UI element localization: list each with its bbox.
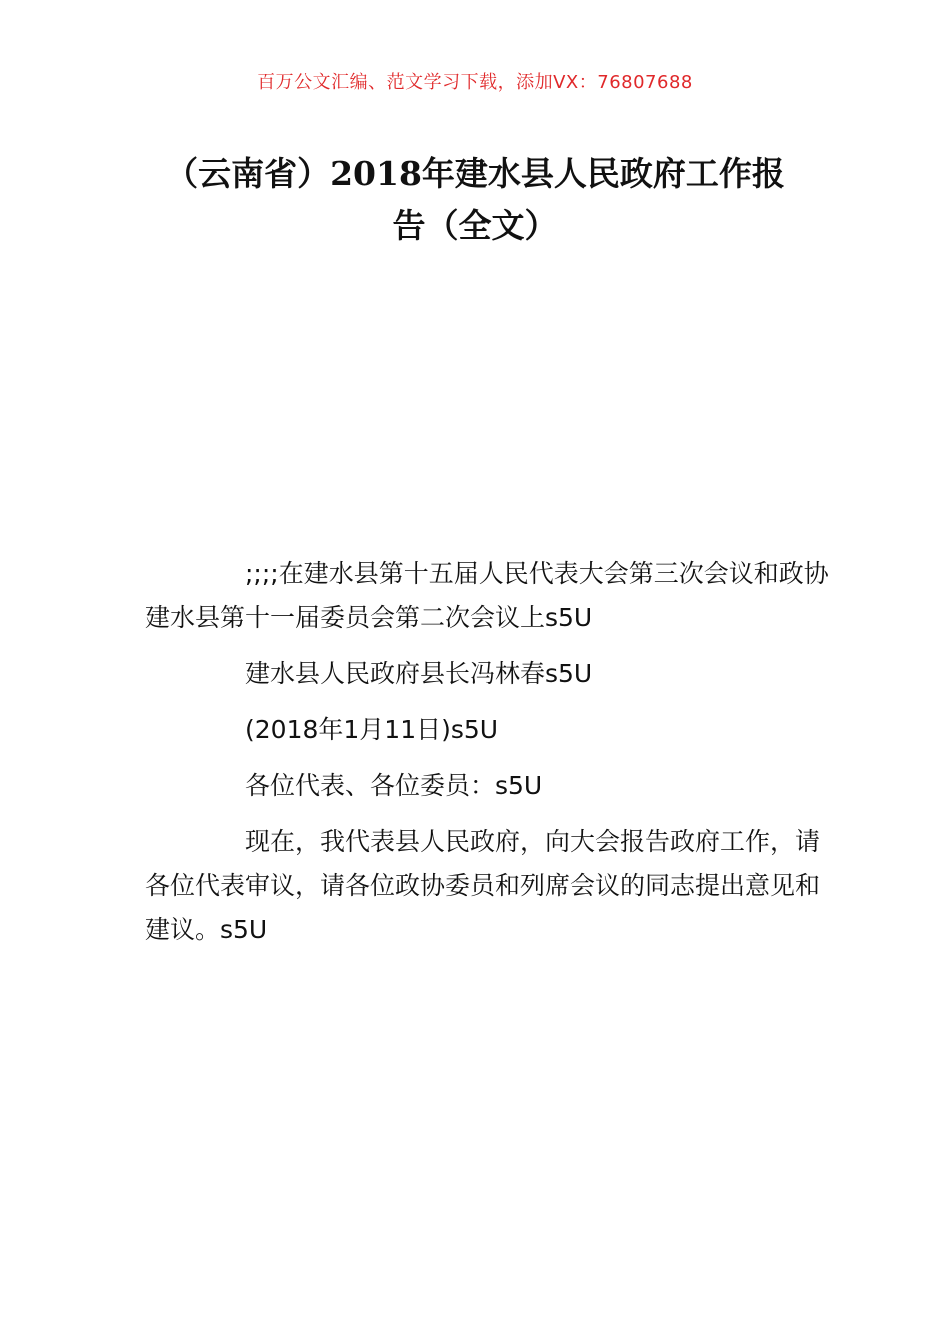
paragraph-opening: 现在，我代表县人民政府，向大会报告政府工作，请各位代表审议，请各位政协委员和列席会议的同志提出意见和建议。s5U <box>145 827 821 944</box>
paragraph-salutation: 各位代表、各位委员：s5U <box>245 771 543 800</box>
document-body <box>145 552 835 952</box>
paragraph-date: (2018年1月11日)s5U <box>245 715 499 744</box>
header-promo-note: 百万公文汇编、范文学习下载，添加VX：76807688 <box>257 72 693 93</box>
document-title-line-2: 告（全文） <box>392 206 558 245</box>
document-title <box>120 148 830 252</box>
document-title-line-1: （云南省）2018年建水县人民政府工作报 <box>165 154 785 193</box>
paragraph-meeting: ;;;;在建水县第十五届人民代表大会第三次会议和政协建水县第十一届委员会第二次会议上s5U <box>145 559 829 632</box>
paragraph-speaker: 建水县人民政府县长冯林春s5U <box>245 659 593 688</box>
